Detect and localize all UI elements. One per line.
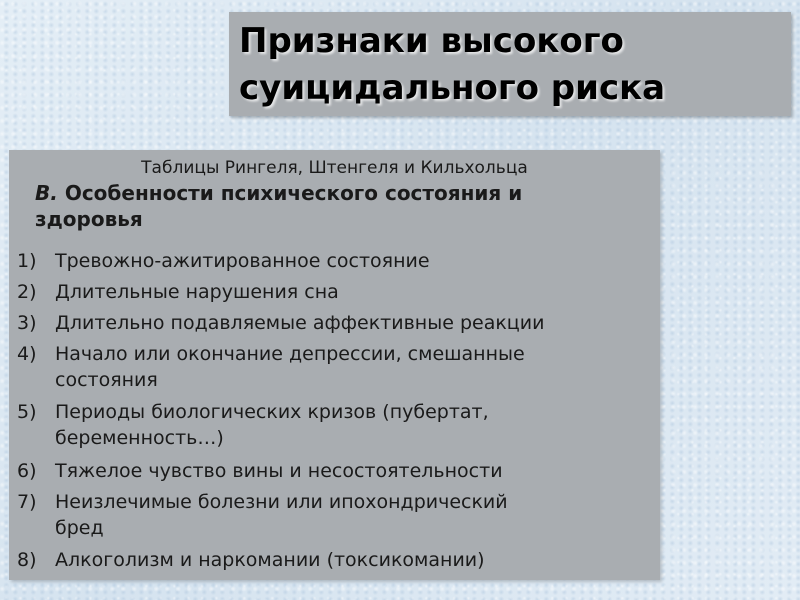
list-item-number: 8) (17, 549, 37, 571)
list-item-number: 1) (17, 250, 37, 272)
list-item-number: 7) (17, 491, 37, 513)
list-item-number: 3) (17, 312, 37, 334)
list-item-text: Тяжелое чувство вины и несостоятельности (55, 460, 503, 482)
list-item-number: 2) (17, 281, 37, 303)
list-item-text: Алкоголизм и наркомании (токсикомании) (55, 549, 485, 571)
section-title-line-1: Особенности психического состояния и (64, 181, 523, 205)
list-item-number: 4) (17, 343, 37, 365)
slide-title-line-2: суицидального риска (239, 68, 666, 108)
list-item-text: Неизлечимые болезни или ипохондрический бред (55, 491, 508, 539)
section-heading (35, 180, 645, 232)
list-item-text: Длительные нарушения сна (55, 281, 339, 303)
list-item-number: 6) (17, 460, 37, 482)
section-letter: В. (35, 181, 58, 205)
list-item-text: Тревожно-ажитированное состояние (55, 250, 430, 272)
slide-title-line-1: Признаки высокого (239, 21, 624, 61)
slide-title (239, 18, 665, 112)
list-item-number: 5) (17, 401, 37, 423)
content-box (9, 150, 660, 580)
source-subtitle: Таблицы Рингеля, Штенгеля и Кильхольца (141, 158, 528, 178)
list-item-text: Начало или окончание депрессии, смешанные состояния (55, 343, 525, 391)
list-item-text: Длительно подавляемые аффективные реакции (55, 312, 545, 334)
title-box (229, 12, 791, 116)
section-title-line-2: здоровья (35, 207, 143, 231)
list-item-text: Периоды биологических кризов (пубертат, беременность…) (55, 401, 489, 449)
